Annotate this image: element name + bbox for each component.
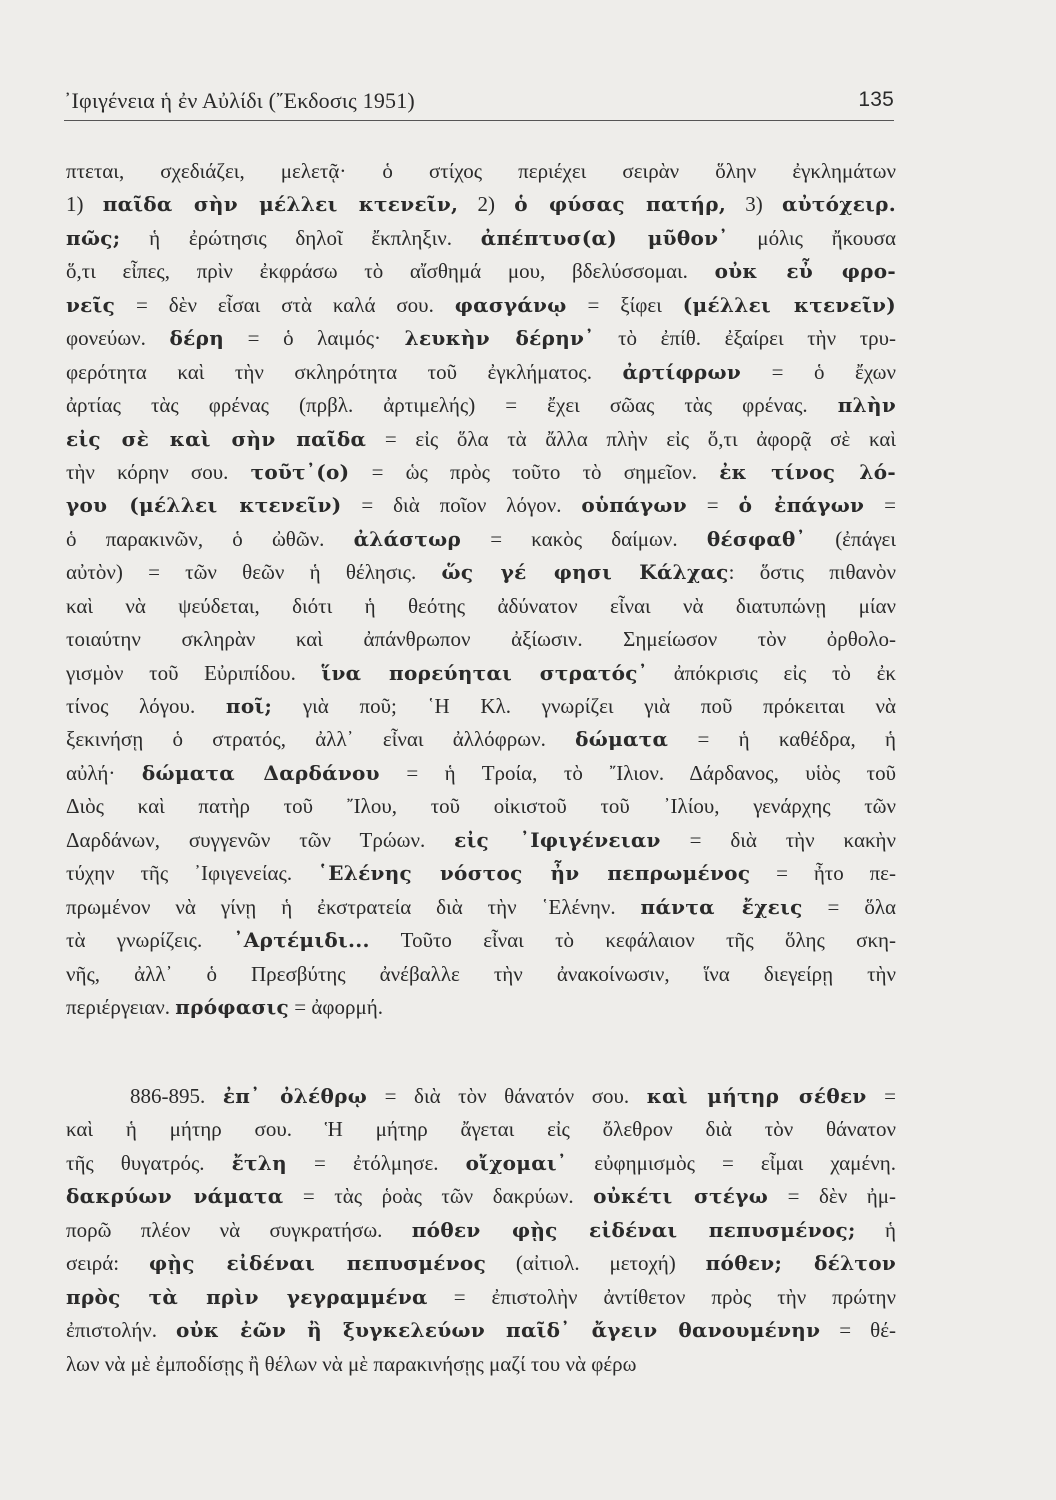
- lemma-term: δέρη: [169, 326, 225, 351]
- text-line: [66, 389, 896, 422]
- lemma-term: οὐκέτι στέγω: [593, 1184, 769, 1209]
- gloss-text: ὅ,τι εἶπες, πρὶν ἐκφράσω τὸ αἴσθημά μου, βδελύσσομαι.: [66, 259, 715, 284]
- lemma-term: πῶς;: [66, 225, 121, 250]
- lemma-term: ποῖ;: [225, 694, 273, 718]
- text-line: [66, 489, 896, 522]
- text-line: [66, 1247, 896, 1280]
- lemma-term: τοῦτ᾽(ο): [250, 459, 350, 484]
- lemma-term: δώματα Δαρδάνου: [141, 760, 380, 785]
- gloss-text: Τοῦτο εἶναι τὸ κεφάλαιον τῆς ὅλης σκη-: [369, 928, 896, 953]
- page-number: 135: [858, 88, 894, 111]
- text-line: [66, 723, 896, 756]
- lemma-term: ἀλάστωρ: [353, 526, 462, 551]
- gloss-text: σειρά:: [66, 1251, 149, 1276]
- text-line: [66, 1147, 896, 1180]
- text-line: [66, 657, 896, 690]
- gloss-text: τὸ ἐπίθ. ἐξαίρει τὴν τρυ-: [594, 326, 896, 351]
- lemma-term: ὥς γέ φησι Κάλχας: [441, 560, 729, 585]
- lemma-term: ὁ φύσας πατήρ,: [514, 192, 727, 217]
- gloss-text: τοιαύτην σκληρὰν καὶ ἀπάνθρωπον ἀξίωσιν. Σημείωσον τὸν ὀρθολο-: [66, 627, 896, 652]
- text-line: [66, 188, 896, 221]
- gloss-text: = ὁ λαιμός·: [224, 326, 405, 351]
- gloss-text: ἀπόκρισις εἰς τὸ ἐκ: [648, 660, 896, 685]
- text-line: [66, 991, 896, 1024]
- gloss-text: (ἐπάγει: [806, 526, 896, 551]
- gloss-text: = ἐτόλμησε.: [286, 1150, 466, 1175]
- text-line: [66, 790, 896, 823]
- lemma-term: οὑπάγων: [581, 493, 687, 518]
- text-line: [66, 824, 896, 857]
- text-line: [66, 590, 896, 623]
- gloss-text: 886-895.: [130, 1084, 223, 1108]
- text-line: [66, 1080, 896, 1113]
- lemma-term: δώματα: [575, 727, 669, 752]
- gloss-text: φονεύων.: [66, 326, 170, 351]
- gloss-text: καὶ νὰ ψεύδεται, διότι ἡ θεότης ἀδύνατον εἶναι νὰ διατυπώνῃ μίαν: [66, 593, 896, 618]
- header-title: ᾿Ιφιγένεια ἡ ἐν Αὐλίδι (῎Εκδοσις 1951): [64, 88, 415, 113]
- gloss-text: ἀρτίας τὰς φρένας (πρβλ. ἀρτιμελής) = ἔχει σῶας τὰς φρένας.: [66, 393, 838, 418]
- lemma-term: ᾿Αρτέμιδι...: [233, 928, 370, 953]
- gloss-text: =: [864, 493, 896, 518]
- lemma-term: εἰς σὲ καὶ σὴν παῖδα: [66, 426, 367, 451]
- lemma-term: παῖδα σὴν μέλλει κτενεῖν,: [102, 192, 459, 217]
- gloss-text: τῆς θυγατρός.: [66, 1150, 232, 1175]
- gloss-text: αὐτὸν) = τῶν θεῶν ἡ θέλησις.: [66, 560, 442, 585]
- gloss-text: 2): [458, 192, 515, 217]
- lemma-term: οἴχομαι᾽: [465, 1150, 568, 1175]
- lemma-term: εἰς ᾿Ιφιγένειαν: [454, 827, 661, 852]
- gloss-text: = δὲν ἠμ-: [768, 1184, 896, 1209]
- lemma-term: γου (μέλλει κτενεῖν): [66, 493, 342, 518]
- text-line: [66, 222, 896, 255]
- text-line: [66, 556, 896, 589]
- lemma-term: (μέλλει κτενεῖν): [682, 292, 896, 317]
- gloss-text: =: [866, 1084, 896, 1108]
- gloss-text: πρωμένον νὰ γίνῃ ἡ ἐκστρατεία διὰ τὴν ῾Ελένην.: [66, 894, 641, 919]
- gloss-text: = δὲν εἶσαι στὰ καλά σου.: [115, 292, 455, 317]
- lemma-term: καὶ μήτηρ σέθεν: [646, 1084, 867, 1108]
- text-line: [66, 1214, 896, 1247]
- gloss-text: πτεται, σχεδιάζει, μελετᾷ· ὁ στίχος περιέχει σειρὰν ὅλην ἐγκλημάτων: [66, 159, 896, 183]
- gloss-text: = ἡ καθέδρα, ἡ: [668, 727, 896, 752]
- lemma-term: αὐτόχειρ.: [782, 192, 896, 217]
- gloss-text: = κακὸς δαίμων.: [461, 526, 707, 551]
- gloss-text: = ὁ ἔχων: [741, 359, 896, 384]
- gloss-text: =: [686, 493, 739, 518]
- text-line: [66, 958, 896, 991]
- lemma-term: ἀρτίφρων: [622, 359, 742, 384]
- gloss-text: γισμὸν τοῦ Εὐριπίδου.: [66, 660, 322, 685]
- lemma-term: φασγάνῳ: [454, 292, 567, 317]
- gloss-text: (αἰτιολ. μετοχή): [486, 1251, 706, 1276]
- lemma-term: οὐκ ἐῶν ἢ ξυγκελεύων παῖδ᾽ ἄγειν θανουμένην: [176, 1318, 821, 1343]
- text-line: [66, 857, 896, 890]
- gloss-text: ἐπιστολήν.: [66, 1318, 177, 1343]
- gloss-text: εὐφημισμὸς = εἶμαι χαμένη.: [567, 1150, 896, 1175]
- gloss-text: 3): [726, 192, 782, 217]
- text-line: [66, 423, 896, 456]
- lemma-term: θέσφαθ᾽: [706, 526, 806, 551]
- text-line: [66, 891, 896, 924]
- gloss-text: ξεκινήσῃ ὁ στρατός, ἀλλ᾽ εἶναι ἀλλόφρων.: [66, 727, 576, 752]
- gloss-text: 1): [66, 192, 103, 217]
- gloss-text: τὴν κόρην σου.: [66, 459, 251, 484]
- gloss-text: νῆς, ἀλλ᾽ ὁ Πρεσβύτης ἀνέβαλλε τὴν ἀνακοίνωσιν, ἵνα διεγείρῃ τὴν: [66, 961, 896, 986]
- gloss-text: Διὸς καὶ πατὴρ τοῦ ῎Ιλου, τοῦ οἰκιστοῦ τοῦ ᾿Ιλίου, γενάρχης τῶν: [66, 794, 896, 819]
- gloss-text: πορῶ πλέον νὰ συγκρατήσω.: [66, 1217, 412, 1242]
- lemma-term: ἐπ᾽ ὀλέθρῳ: [222, 1084, 368, 1108]
- commentary-paragraph-1: [66, 155, 896, 1024]
- text-line: [66, 356, 896, 389]
- gloss-text: καὶ ἡ μήτηρ σου. Ἡ μήτηρ ἄγεται εἰς ὄλεθρον διὰ τὸν θάνατον: [66, 1117, 896, 1142]
- gloss-text: = ἐπιστολὴν ἀντίθετον πρὸς τὴν πρώτην: [427, 1284, 896, 1309]
- text-line: [66, 289, 896, 322]
- lemma-term: λευκὴν δέρην᾽: [404, 326, 595, 351]
- gloss-text: = διὰ τὴν κακὴν: [660, 827, 896, 852]
- text-line: [66, 1348, 896, 1381]
- text-line: [66, 690, 896, 723]
- gloss-text: ὁ παρακινῶν, ὁ ὠθῶν.: [66, 526, 354, 551]
- gloss-text: ἡ: [855, 1217, 896, 1242]
- lemma-term: πρὸς τὰ πρὶν γεγραμμένα: [66, 1284, 428, 1309]
- lemma-term: οὐκ εὖ φρο-: [714, 259, 896, 284]
- text-line: [66, 1314, 896, 1347]
- gloss-text: = ὅλα: [802, 894, 896, 919]
- gloss-text: = ἦτο πε-: [750, 861, 896, 886]
- gloss-text: = ξίφει: [566, 292, 683, 317]
- text-line: [66, 924, 896, 957]
- text-line: [66, 1281, 896, 1314]
- gloss-text: τὰ γνωρίζεις.: [66, 928, 234, 953]
- gloss-text: = ἀφορμή.: [289, 994, 383, 1019]
- text-line: [66, 757, 896, 790]
- gloss-text: Δαρδάνων, συγγενῶν τῶν Τρώων.: [66, 827, 455, 852]
- lemma-term: ὁ ἐπάγων: [738, 493, 865, 518]
- gloss-text: = ὡς πρὸς τοῦτο τὸ σημεῖον.: [349, 459, 720, 484]
- gloss-text: τύχην τῆς ᾿Ιφιγενείας.: [66, 861, 318, 886]
- gloss-text: = εἰς ὅλα τὰ ἄλλα πλὴν εἰς ὅ,τι ἀφορᾷ σὲ καὶ: [366, 426, 896, 451]
- lemma-term: δακρύων νάματα: [66, 1184, 284, 1209]
- lemma-term: νεῖς: [66, 292, 116, 317]
- lemma-term: πόθεν φῂς εἰδέναι πεπυσμένος;: [411, 1217, 856, 1242]
- text-line: [66, 456, 896, 489]
- lemma-term: φῂς εἰδέναι πεπυσμένος: [148, 1251, 487, 1276]
- lemma-term: ἀπέπτυσ(α) μῦθον᾽: [480, 225, 729, 250]
- lemma-term: πάντα ἔχεις: [640, 894, 803, 919]
- text-line: [66, 255, 896, 288]
- text-line: [66, 623, 896, 656]
- gloss-text: τίνος λόγου.: [66, 694, 226, 718]
- gloss-text: αὐλή·: [66, 760, 142, 785]
- gloss-text: = διὰ τὸν θάνατόν σου.: [367, 1084, 647, 1108]
- gloss-text: λων νὰ μὲ ἐμποδίσῃς ἢ θέλων νὰ μὲ παρακινήσῃς μαζί του νὰ φέρω: [66, 1351, 637, 1376]
- lemma-term: ἐκ τίνος λό-: [719, 459, 896, 484]
- text-line: [66, 1180, 896, 1213]
- gloss-text: : ὅστις πιθανὸν: [728, 560, 896, 585]
- gloss-text: = τὰς ῥοὰς τῶν δακρύων.: [283, 1184, 594, 1209]
- running-header: [64, 86, 894, 121]
- lemma-term: πόθεν; δέλτον: [705, 1251, 896, 1276]
- gloss-text: περιέργειαν.: [66, 994, 176, 1019]
- gloss-text: = διὰ ποῖον λόγον.: [341, 493, 582, 518]
- gloss-text: φερότητα καὶ τὴν σκληρότητα τοῦ ἐγκλήματος.: [66, 359, 623, 384]
- text-line: [66, 1113, 896, 1146]
- text-line: [66, 523, 896, 556]
- text-line: [66, 155, 896, 188]
- lemma-term: ῾Ελένης νόστος ἦν πεπρωμένος: [317, 861, 751, 886]
- commentary-paragraph-2: [66, 1080, 896, 1381]
- gloss-text: = θέ-: [820, 1318, 896, 1343]
- text-line: [66, 322, 896, 355]
- gloss-text: = ἡ Τροία, τὸ ῎Ιλιον. Δάρδανος, υἱὸς τοῦ: [379, 760, 896, 785]
- gloss-text: μόλις ἤκουσα: [728, 225, 896, 250]
- lemma-term: πρόφασις: [175, 994, 290, 1019]
- gloss-text: γιὰ ποῦ; ῾Η Κλ. γνωρίζει γιὰ ποῦ πρόκειται νὰ: [272, 694, 896, 718]
- lemma-term: ἵνα πορεύηται στρατός᾽: [321, 660, 649, 685]
- gloss-text: ἡ ἐρώτησις δηλοῖ ἔκπληξιν.: [120, 225, 481, 250]
- lemma-term: πλὴν: [837, 393, 896, 418]
- lemma-term: ἔτλη: [231, 1150, 287, 1175]
